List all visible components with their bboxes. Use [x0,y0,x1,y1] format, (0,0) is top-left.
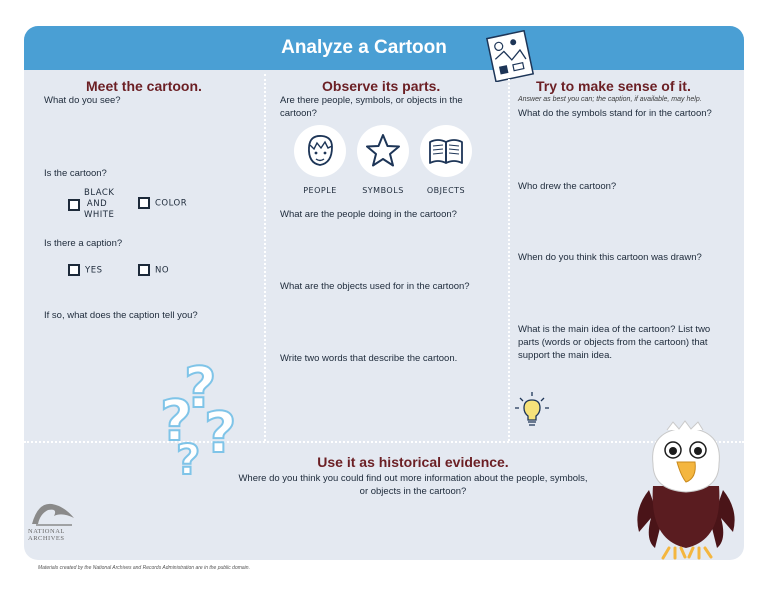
people-circle [294,125,346,177]
checkbox-yes[interactable] [68,264,102,276]
bw-label-1: BLACK [84,188,115,198]
national-archives-logo [28,498,84,542]
objects-label: OBJECTS [426,186,466,195]
bw-label-2: AND [86,199,108,209]
evidence-question: Where do you think you could find out more information about the people, symbols, or objects in the cartoon? [238,473,588,497]
meet-q-caption-meaning: If so, what does the caption tell you? [44,310,198,321]
svg-text:?: ? [176,435,201,482]
worksheet-card [24,26,744,560]
meet-q-type: Is the cartoon? [44,168,107,179]
checkbox-box[interactable] [138,264,150,276]
color-label: COLOR [155,198,188,209]
logo-line-2: ARCHIVES [28,535,65,542]
logo-line-1: NATIONAL [28,528,65,535]
observe-q-objects: What are the objects used for in the cartoon? [280,281,470,292]
sense-q-symbols: What do the symbols stand for in the cartoon? [518,108,712,119]
eagle-emblem-icon [28,498,78,528]
observe-q-people: What are the people doing in the cartoon? [280,209,457,220]
bald-eagle-mascot [631,420,741,560]
meet-title: Meet the cartoon. [86,78,202,94]
svg-text:?: ? [184,356,217,421]
no-label: NO [155,265,170,276]
yes-label: YES [85,265,103,276]
column-divider-left [264,74,266,441]
lightbulb-icon [512,390,552,430]
checkbox-color[interactable] [138,197,187,209]
bw-label-3: WHITE [84,210,115,220]
sense-q-main-idea: What is the main idea of the cartoon? List two parts (words or objects from the cartoon) that support the main idea. [518,324,711,361]
footer-note: Materials created by the National Archives and Records Administration are in the public domain. [38,565,250,571]
meet-q-caption: Is there a caption? [44,238,123,249]
person-face-icon [300,131,340,171]
header-bar [24,26,744,70]
question-marks-illustration [158,352,258,482]
meet-q-see: What do you see? [44,95,121,106]
observe-q-present: Are there people, symbols, or objects in the cartoon? [280,95,463,119]
checkbox-no[interactable] [138,264,169,276]
cartoon-document-icon [483,30,539,82]
sense-title: Try to make sense of it. [536,78,691,94]
star-icon [363,131,403,171]
sense-q-author: Who drew the cartoon? [518,181,617,192]
svg-text:?: ? [204,401,237,466]
evidence-title: Use it as historical evidence. [317,454,509,470]
open-book-icon [426,131,466,171]
svg-text:?: ? [160,389,193,454]
column-divider-right [508,74,510,441]
checkbox-box[interactable] [138,197,150,209]
symbols-circle [357,125,409,177]
observe-q-words: Write two words that describe the cartoon. [280,353,458,364]
objects-circle [420,125,472,177]
observe-title: Observe its parts. [322,78,441,94]
checkbox-box[interactable] [68,199,80,211]
page-title: Analyze a Cartoon [281,37,447,58]
sense-note: Answer as best you can; the caption, if available, may help. [518,96,702,103]
checkbox-box[interactable] [68,264,80,276]
people-label: PEOPLE [303,186,337,195]
symbols-label: SYMBOLS [362,186,404,195]
sense-q-date: When do you think this cartoon was drawn? [518,252,702,263]
